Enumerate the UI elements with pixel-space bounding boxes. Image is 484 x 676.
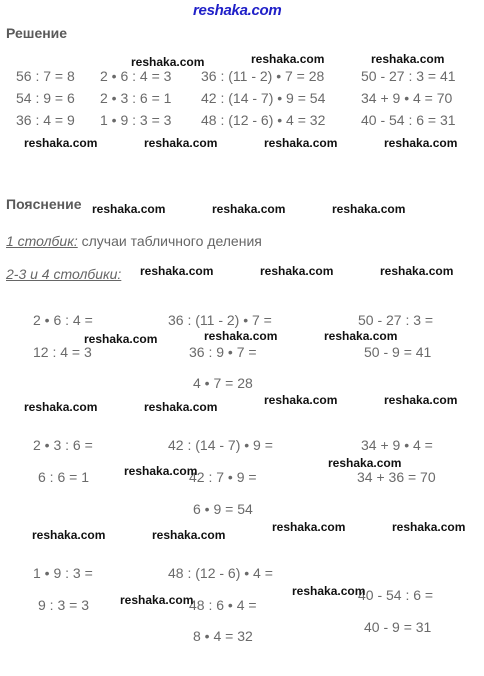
step-g1-c1-line1: 2 • 6 : 4 = xyxy=(33,312,93,328)
step-g1-c1-line2: 12 : 4 = 3 xyxy=(33,344,92,360)
note-column-1-label: 1 столбик: xyxy=(6,233,78,249)
step-g2-c3-line1: 34 + 9 • 4 = xyxy=(361,437,433,453)
step-g2-c2-line1: 42 : (14 - 7) • 9 = xyxy=(168,437,273,453)
solution-r2-c1: 54 : 9 = 6 xyxy=(16,90,75,106)
solution-r2-c4: 34 + 9 • 4 = 70 xyxy=(361,90,453,106)
watermark: reshaka.com xyxy=(380,264,454,278)
watermark: reshaka.com xyxy=(332,202,406,216)
watermark: reshaka.com xyxy=(144,136,218,150)
watermark: reshaka.com xyxy=(32,528,106,542)
step-g2-c2-line2: 42 : 7 • 9 = xyxy=(189,469,257,485)
watermark: reshaka.com xyxy=(371,52,445,66)
watermark: reshaka.com xyxy=(272,520,346,534)
step-g1-c3-line2: 50 - 9 = 41 xyxy=(364,344,432,360)
watermark: reshaka.com xyxy=(292,584,366,598)
watermark: reshaka.com xyxy=(260,264,334,278)
solution-r1-c3: 36 : (11 - 2) • 7 = 28 xyxy=(201,68,325,84)
watermark: reshaka.com xyxy=(144,400,218,414)
explanation-heading: Пояснение xyxy=(6,196,82,212)
step-g2-c1-line2: 6 : 6 = 1 xyxy=(38,469,89,485)
step-g3-c1-line2: 9 : 3 = 3 xyxy=(38,597,89,613)
watermark: reshaka.com xyxy=(24,136,98,150)
watermark: reshaka.com xyxy=(24,400,98,414)
watermark: reshaka.com xyxy=(84,332,158,346)
step-g3-c2-line2: 48 : 6 • 4 = xyxy=(189,597,257,613)
step-g1-c3-line1: 50 - 27 : 3 = xyxy=(358,312,434,328)
watermark: reshaka.com xyxy=(264,393,338,407)
watermark: reshaka.com xyxy=(140,264,214,278)
watermark: reshaka.com xyxy=(392,520,466,534)
note-column-1-text: случаи табличного деления xyxy=(77,233,262,249)
watermark: reshaka.com xyxy=(384,136,458,150)
watermark: reshaka.com xyxy=(152,528,226,542)
step-g2-c1-line1: 2 • 3 : 6 = xyxy=(33,437,93,453)
step-g3-c2-line3: 8 • 4 = 32 xyxy=(193,628,253,644)
step-g1-c2-line2: 36 : 9 • 7 = xyxy=(189,344,257,360)
step-g1-c2-line3: 4 • 7 = 28 xyxy=(193,375,253,391)
watermark: reshaka.com xyxy=(124,464,198,478)
step-g1-c2-line1: 36 : (11 - 2) • 7 = xyxy=(168,312,272,328)
watermark: reshaka.com xyxy=(92,202,166,216)
watermark: reshaka.com xyxy=(328,456,402,470)
solution-r1-c4: 50 - 27 : 3 = 41 xyxy=(361,68,456,84)
solution-r2-c2: 2 • 3 : 6 = 1 xyxy=(100,90,172,106)
solution-r2-c3: 42 : (14 - 7) • 9 = 54 xyxy=(201,90,326,106)
step-g3-c2-line1: 48 : (12 - 6) • 4 = xyxy=(168,565,273,581)
solution-r3-c4: 40 - 54 : 6 = 31 xyxy=(361,112,456,128)
solution-r1-c1: 56 : 7 = 8 xyxy=(16,68,75,84)
step-g3-c1-line1: 1 • 9 : 3 = xyxy=(33,565,93,581)
watermark: reshaka.com xyxy=(212,202,286,216)
solution-r3-c3: 48 : (12 - 6) • 4 = 32 xyxy=(201,112,326,128)
watermark: reshaka.com xyxy=(204,329,278,343)
watermark: reshaka.com xyxy=(120,593,194,607)
site-header-logo[interactable]: reshaka.com xyxy=(193,2,282,19)
note-column-1 xyxy=(6,233,262,249)
watermark: reshaka.com xyxy=(251,52,325,66)
step-g2-c3-line2: 34 + 36 = 70 xyxy=(357,469,436,485)
solution-r3-c1: 36 : 4 = 9 xyxy=(16,112,75,128)
step-g2-c2-line3: 6 • 9 = 54 xyxy=(193,501,253,517)
solution-r1-c2: 2 • 6 : 4 = 3 xyxy=(100,68,172,84)
watermark: reshaka.com xyxy=(264,136,338,150)
watermark: reshaka.com xyxy=(324,329,398,343)
step-g3-c3-line2: 40 - 9 = 31 xyxy=(364,619,432,635)
watermark: reshaka.com xyxy=(384,393,458,407)
note-columns-2-4 xyxy=(6,266,121,282)
solution-r3-c2: 1 • 9 : 3 = 3 xyxy=(100,112,172,128)
note-columns-2-4-label: 2-3 и 4 столбики: xyxy=(6,266,122,282)
step-g3-c3-line1: 40 - 54 : 6 = xyxy=(358,587,434,603)
watermark: reshaka.com xyxy=(131,55,205,69)
solution-heading: Решение xyxy=(6,25,68,41)
